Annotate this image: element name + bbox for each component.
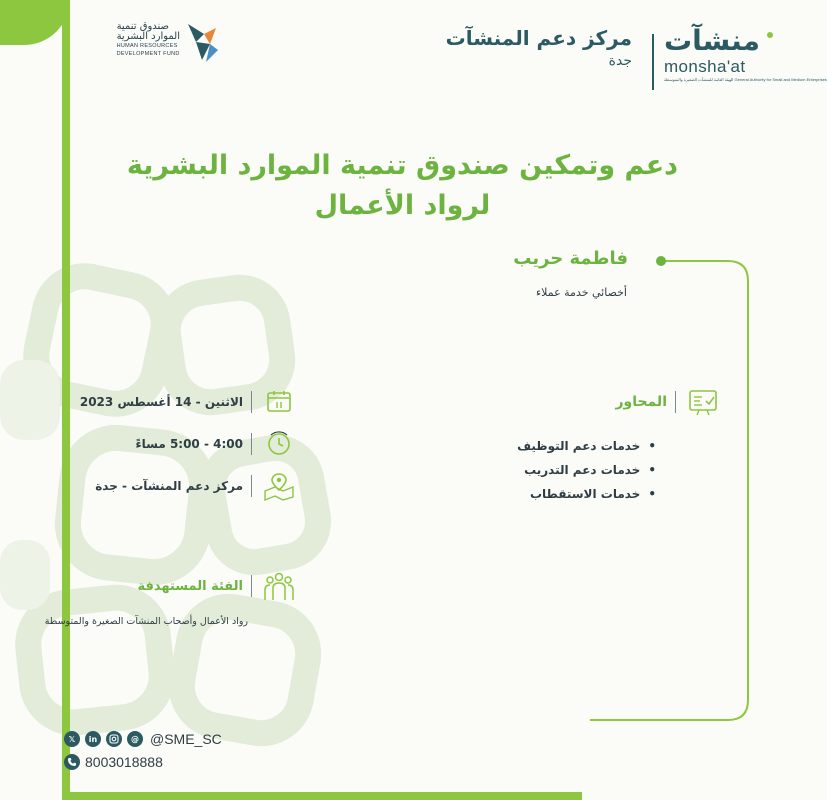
speaker-name: فاطمة حريب (513, 248, 628, 269)
separator (251, 475, 252, 497)
hrdf-mark-icon (184, 20, 220, 64)
audience-text: رواد الأعمال وأصحاب المنشآت الصغيرة والمتوسطة (44, 616, 248, 627)
hrdf-english-line1: HUMAN RESOURCES (116, 43, 178, 49)
center-header (446, 26, 632, 69)
date-row (80, 386, 298, 418)
phone-number[interactable]: 8003018888 (85, 754, 163, 770)
instagram-icon[interactable] (106, 731, 122, 747)
audience-header (138, 570, 299, 602)
topics-list (517, 434, 656, 506)
time-row (135, 428, 298, 460)
left-accent-bar (62, 0, 70, 800)
background-pattern (0, 250, 330, 770)
x-icon[interactable]: 𝕏 (64, 731, 80, 747)
topics-header (615, 386, 722, 418)
bottom-accent-bar (62, 792, 582, 800)
threads-icon[interactable]: @ (127, 731, 143, 747)
social-links (64, 731, 222, 747)
title-line-1: دعم وتمكين صندوق تنمية الموارد البشرية (126, 150, 678, 181)
monshaat-logo (664, 24, 827, 82)
corner-accent (0, 0, 70, 45)
separator (675, 391, 676, 413)
social-handle[interactable]: @SME_SC (150, 731, 222, 747)
hrdf-arabic-line1: صندوق تنمية (116, 21, 170, 32)
center-name: مركز دعم المنشآت (445, 26, 632, 50)
event-time: 4:00 - 5:00 مساءً (135, 437, 243, 451)
monshaat-subline: الهيئة العامة للمنشآت الصغيرة والمتوسطة General Authority for Small and Medium Enterprises (664, 77, 827, 82)
monshaat-arabic: منشآت (664, 24, 760, 57)
title-line-2: لرواد الأعمال (314, 190, 491, 221)
calendar-icon (260, 386, 298, 418)
topic-item: • خدمات دعم التوظيف (517, 434, 656, 458)
hrdf-logo (105, 20, 220, 70)
separator (251, 575, 252, 597)
event-date: الاثنين - 14 أغسطس 2023 (79, 395, 243, 409)
audience-heading: الفئة المستهدفة (137, 578, 243, 594)
logo-dot (767, 32, 773, 38)
hrdf-arabic-line2: الموارد البشرية (116, 31, 180, 42)
people-group-icon (260, 570, 298, 602)
presentation-board-icon (684, 386, 722, 418)
phone-icon (64, 754, 80, 770)
center-city: جدة (608, 53, 632, 69)
phone-contact (64, 754, 163, 770)
location-row (95, 470, 298, 502)
event-location: مركز دعم المنشآت - جدة (95, 479, 243, 493)
linkedin-icon[interactable]: in (85, 731, 101, 747)
speaker-role: أخصائي خدمة عملاء (536, 286, 627, 299)
monshaat-english: monsha'at (664, 57, 746, 76)
hrdf-english-line2: DEVELOPMENT FUND (116, 51, 180, 57)
page-title (127, 146, 678, 226)
separator (251, 391, 252, 413)
map-pin-icon (260, 470, 298, 502)
header-divider (652, 34, 654, 90)
clock-icon (260, 428, 298, 460)
topic-item: • خدمات دعم التدريب (517, 458, 656, 482)
separator (251, 433, 252, 455)
topics-heading: المحاور (615, 394, 667, 410)
topic-item: • خدمات الاستقطاب (517, 482, 656, 506)
